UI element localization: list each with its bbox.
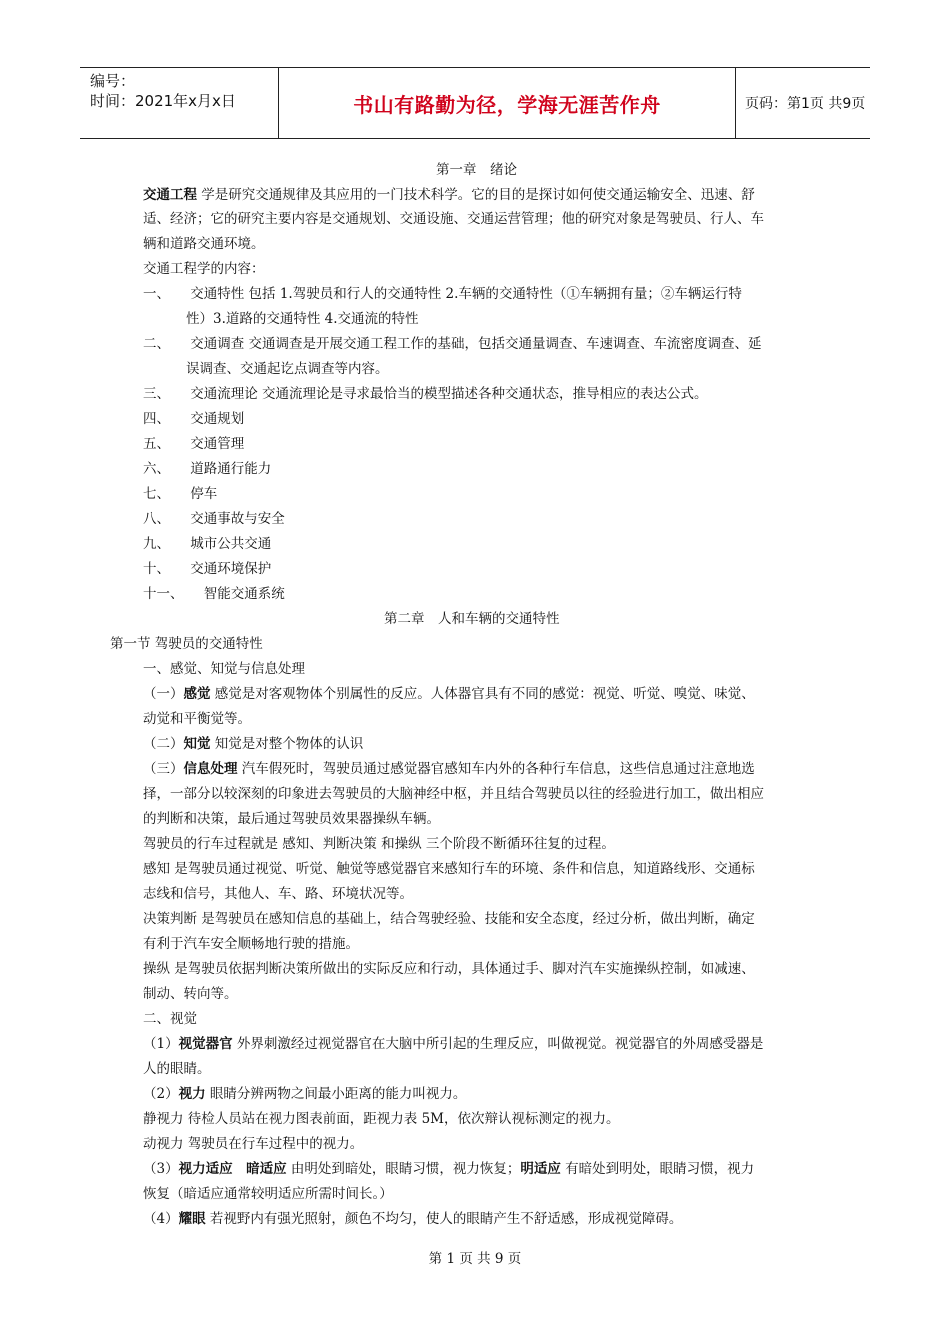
line-text: 操纵 是驾驶员依据判断决策所做出的实际反应和行动，具体通过手、脚对汽车实施操纵控制，如减速、 — [143, 961, 755, 977]
body-line — [143, 284, 742, 304]
line-text: 二、 交通调查 交通调查是开展交通工程工作的基础，包括交通量调查、车速调查、车流密度调查、延 — [143, 336, 762, 352]
doc-number-label: 编号： — [90, 72, 136, 90]
line-text: 若视野内有强光照射，颜色不均匀，使人的眼睛产生不舒适感，形成视觉障碍。 — [205, 1211, 683, 1227]
body-line — [143, 934, 359, 954]
line-text: 人的眼睛。 — [143, 1061, 211, 1077]
body-line — [143, 1009, 197, 1029]
body-line — [143, 709, 251, 729]
body-line — [143, 834, 615, 854]
body-line — [143, 1134, 363, 1154]
bold-term: 视觉器官 — [178, 1036, 233, 1052]
header-motto-cell — [279, 68, 736, 138]
line-text: 择，一部分以较深刻的印象进去驾驶员的大脑神经中枢，并且结合驾驶员以往的经验进行加工，做出相应 — [143, 786, 764, 802]
line-text: 四、 交通规划 — [143, 411, 245, 427]
body-line — [143, 684, 755, 704]
line-text: （4） — [143, 1211, 179, 1227]
body-line — [143, 784, 764, 804]
line-text: （2） — [143, 1086, 179, 1102]
body-line — [143, 959, 755, 979]
body-line — [143, 459, 271, 479]
header-meta-cell — [80, 68, 279, 138]
line-text: 外界刺激经过视觉器官在大脑中所引起的生理反应，叫做视觉。视觉器官的外周感受器是 — [232, 1036, 764, 1052]
line-text: 八、 交通事故与安全 — [143, 511, 285, 527]
header-motto: 书山有路勤为径，学海无涯苦作舟 — [353, 92, 661, 117]
line-text: 志线和信号，其他人、车、路、环境状况等。 — [143, 886, 413, 902]
line-text: 性）3.道路的交通特性 4.交通流的特性 — [186, 311, 419, 327]
line-text: 一、感觉、知觉与信息处理 — [143, 661, 305, 677]
body-line — [143, 909, 755, 929]
body-line — [143, 759, 755, 779]
line-text: 第一节 驾驶员的交通特性 — [110, 636, 263, 652]
body-line — [143, 1184, 393, 1204]
line-text: 眼睛分辨两物之间最小距离的能力叫视力。 — [205, 1086, 467, 1102]
body-line — [143, 809, 440, 829]
body-line — [143, 1159, 754, 1179]
body-line — [143, 859, 755, 879]
page-footer: 第 1 页 共 9 页 — [428, 1251, 522, 1267]
page-code: 页码：第1页 共9页 — [745, 96, 866, 112]
body-line — [110, 634, 263, 654]
body-line — [143, 1059, 211, 1079]
line-text: 第一章 绪论 — [436, 162, 517, 178]
body-line — [143, 434, 244, 454]
line-text: 知觉是对整个物体的认识 — [210, 736, 364, 752]
line-text: 六、 道路通行能力 — [143, 461, 272, 477]
body-line — [143, 484, 217, 504]
body-line — [143, 209, 764, 229]
bold-term: 视力 — [178, 1086, 206, 1102]
body-line — [143, 584, 285, 604]
line-text: 有利于汽车安全顺畅地行驶的措施。 — [143, 936, 359, 952]
line-text: 制动、转向等。 — [143, 986, 238, 1002]
line-text: 适、经济；它的研究主要内容是交通规划、交通设施、交通运营管理；他的研究对象是驾驶员、行人、车 — [143, 211, 764, 227]
line-text: 十一、 智能交通系统 — [143, 586, 285, 602]
line-text: 感觉是对客观物体个别属性的反应。人体器官具有不同的感觉：视觉、听觉、嗅觉、味觉、 — [210, 686, 755, 702]
body-line — [143, 1034, 763, 1054]
bold-term: 视力适应 暗适应 — [178, 1161, 287, 1177]
body-line — [186, 309, 419, 329]
line-text: （1） — [143, 1036, 179, 1052]
page-header-table — [80, 67, 870, 139]
line-text: 有暗处到明处，眼睛习惯，视力 — [560, 1161, 755, 1177]
body-line — [384, 609, 560, 629]
line-text: 辆和道路交通环境。 — [143, 236, 265, 252]
line-text: （一） — [143, 686, 184, 702]
body-line — [436, 160, 517, 180]
line-text: 第二章 人和车辆的交通特性 — [384, 611, 560, 627]
line-text: 九、 城市公共交通 — [143, 536, 272, 552]
line-text: （二） — [143, 736, 184, 752]
line-text: 交通工程学的内容： — [143, 261, 265, 277]
body-line — [143, 984, 238, 1004]
line-text: （3） — [143, 1161, 179, 1177]
body-line — [143, 559, 271, 579]
bold-term: 信息处理 — [183, 761, 238, 777]
line-text: 恢复（暗适应通常较明适应所需时间长。） — [143, 1186, 393, 1202]
line-text: 动觉和平衡觉等。 — [143, 711, 251, 727]
bold-term: 耀眼 — [178, 1211, 206, 1227]
line-text: 决策判断 是驾驶员在感知信息的基础上，结合驾驶经验、技能和安全态度，经过分析，做出判断，确定 — [143, 911, 755, 927]
body-line — [143, 259, 265, 279]
body-line — [143, 185, 755, 205]
body-line — [143, 534, 271, 554]
body-line — [186, 359, 389, 379]
line-text: 的判断和决策，最后通过驾驶员效果器操纵车辆。 — [143, 811, 440, 827]
line-text: 误调查、交通起讫点调查等内容。 — [186, 361, 389, 377]
line-text: 一、 交通特性 包括 1.驾驶员和行人的交通特性 2.车辆的交通特性（①车辆拥有量；②车辆运行特 — [143, 286, 742, 302]
body-line — [143, 1209, 682, 1229]
line-text: 二、视觉 — [143, 1011, 197, 1027]
body-line — [143, 1084, 466, 1104]
bold-term: 感觉 — [183, 686, 211, 702]
bold-term: 交通工程 — [143, 187, 197, 203]
line-text: 十、 交通环境保护 — [143, 561, 272, 577]
body-line — [143, 1109, 620, 1129]
line-text: （三） — [143, 761, 184, 777]
line-text: 七、 停车 — [143, 486, 218, 502]
line-text: 动视力 驾驶员在行车过程中的视力。 — [143, 1136, 364, 1152]
bold-term: 知觉 — [183, 736, 211, 752]
line-text: 驾驶员的行车过程就是 感知、判断决策 和操纵 三个阶段不断循环往复的过程。 — [143, 836, 615, 852]
line-text: 学是研究交通规律及其应用的一门技术科学。它的目的是探讨如何使交通运输安全、迅速、舒 — [197, 187, 755, 203]
line-text: 汽车假死时，驾驶员通过感觉器官感知车内外的各种行车信息，这些信息通过注意地选 — [237, 761, 755, 777]
body-line — [143, 384, 708, 404]
body-line — [143, 659, 305, 679]
bold-term: 明适应 — [520, 1161, 561, 1177]
body-line — [143, 509, 285, 529]
body-line — [143, 409, 244, 429]
body-line — [143, 734, 363, 754]
body-line — [143, 234, 265, 254]
line-text: 由明处到暗处，眼睛习惯，视力恢复； — [286, 1161, 521, 1177]
body-line — [143, 334, 762, 354]
line-text: 静视力 待检人员站在视力图表前面，距视力表 5M，依次辩认视标测定的视力。 — [143, 1111, 620, 1127]
body-line — [143, 884, 413, 904]
line-text: 三、 交通流理论 交通流理论是寻求最恰当的模型描述各种交通状态，推导相应的表达公式。 — [143, 386, 708, 402]
doc-time-label: 时间：2021年x月x日 — [90, 92, 236, 110]
line-text: 感知 是驾驶员通过视觉、听觉、触觉等感觉器官来感知行车的环境、条件和信息，知道路线形、交通标 — [143, 861, 755, 877]
line-text: 五、 交通管理 — [143, 436, 245, 452]
